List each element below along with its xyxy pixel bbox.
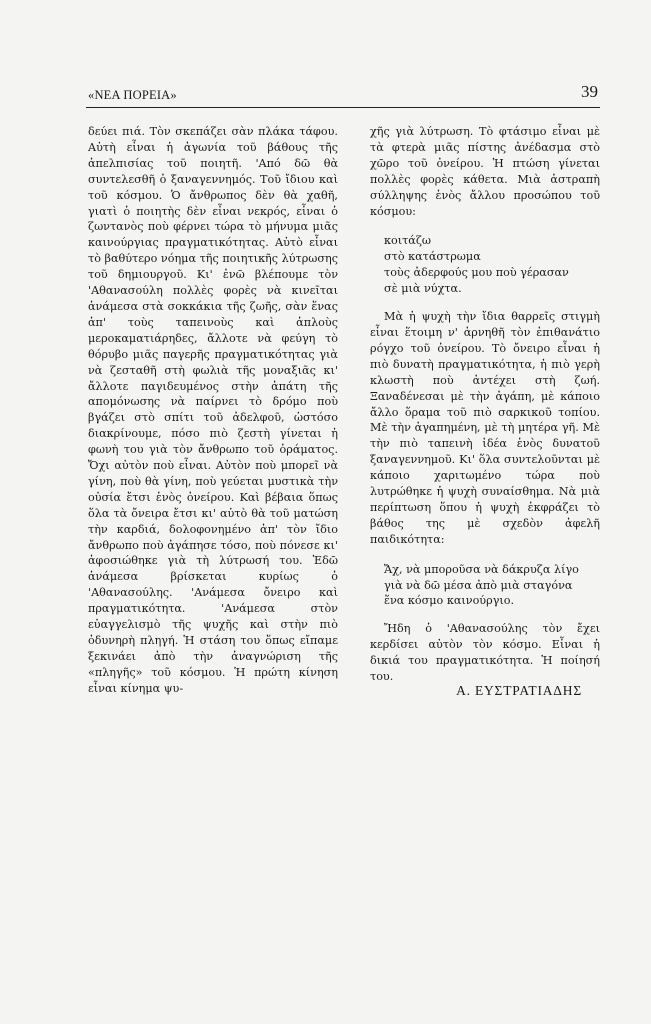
poem-line: γιὰ νὰ δῶ μέσα ἀπὸ μιὰ σταγόνα xyxy=(384,578,573,592)
running-header xyxy=(88,82,598,104)
poem-line: κοιτάζω xyxy=(384,234,432,248)
body-paragraph: δεύει πιά. Τὸν σκεπάζει σὰν πλάκα τάφου. Αὐτὴ εἶναι ἡ ἀγωνία τοῦ βάθους τῆς ἀπελπισίας τοῦ ποιητῆ. 'Από δῶ θὰ συντελεσθῆ ὁ ξαναγεννημός. Τοῦ ἴδιου καὶ τοῦ κόσμου. Ὁ ἄνθρωπος δὲν θὰ χαθῆ, γιατὶ ὁ ποιητὴς δὲν εἶναι νεκρός, εἶναι ὁ ζωντανὸς ποὺ φέρνει τώρα τὸ μήνυμα μιᾶς καινούργιας πραγματικότητας. Αὐτὸ εἶναι τὸ βαθύτερο νόημα τῆς ποιητικῆς λύτρωσης τοῦ δημιουργοῦ. Κι' ἐνῶ βλέπουμε τὸν 'Αθανασούλη πολλὲς φορὲς νὰ κινεῖται ἀνάμεσα στὰ σοκκάκια τῆς ζωῆς, σὰν ἕνας ἀπ' τοὺς ταπεινοὺς καὶ ἁπλοὺς μεροκαματιάρηδες, ἄλλοτε νὰ φεύγη τὸ θόρυβο μιᾶς παγερῆς πραγματικότητας γιὰ νὰ ζεσταθῆ στὴ φωλιὰ τῆς μοναξιᾶς κι' ἄλλοτε παγιδευμένος στὴν ἀπάτη τῆς απομόνωσης νὰ παίρνει τὸ δρόμο ποὺ βγάζει στὸ σπίτι τοῦ ἀδελφοῦ, ὡστόσο διακρίνουμε, πόσο πιὸ ζεστὴ γίνεται ἡ φωνὴ του γιὰ τὸν ἄνθρωπο τοῦ ὁράματος. Ὄχι αὐτὸν ποὺ εἶναι. Αὐτὸν ποὺ μπορεῖ νὰ γίνη, ποὺ θὰ γίνη, ποὺ γεύεται μυστικὰ τὴν οὐσία ἔτσι ἑνὸς ὀνείρου. Καὶ βέβαια ὅπως ὅλα τὰ ὄνειρα ἔτσι κι' αὐτὸ θὰ τοῦ ματώση τὴν καρδιά, δολοφονημένο ἀπ' τὸν ἴδιο ἄνθρωπο ποὺ ἀγάπησε τόσο, ποὺ πόνεσε κι' ἀφοσιώθηκε γιὰ τὴ λύτρωσή του. Ἐδῶ ἀνάμεσα βρίσκεται κυρίως ὁ 'Αθανασούλης. 'Ανάμεσα ὄνειρο καὶ πραγματικότητα. 'Ανάμεσα στὸν εὐαγγελισμὸ τῆς ψυχῆς καὶ στὴν πιὸ ὀδυνηρὴ πληγή. Ἡ στάση του ὅπως εἴπαμε ξεκινάει ἀπὸ τὴν ἀναγνώριση τῆς «πληγῆς» τοῦ κόσμου. Ἡ πρώτη κίνηση εἶναι κίνημα ψυ- xyxy=(88,125,338,695)
header-rule xyxy=(86,107,600,108)
author-signature: Α. ΕΥΣΤΡΑΤΙΑΔΗΣ xyxy=(456,683,582,698)
journal-title: «ΝΕΑ ΠΟΡΕΙΑ» xyxy=(88,88,177,102)
poem-line: ἕνα κόσμο καινούργιο. xyxy=(384,594,515,608)
poem-line: σὲ μιὰ νύχτα. xyxy=(384,282,462,296)
poem-quote xyxy=(384,562,600,610)
right-column xyxy=(370,124,600,685)
poem-line: Ἄχ, νὰ μποροῦσα νὰ δάκρυζα λίγο xyxy=(384,562,579,576)
body-paragraph: Μὰ ἡ ψυχὴ τὴν ἴδια θαρρεῖς στιγμὴ εἶναι ἕτοιμη ν' ἀρνηθῆ τὸν ἐπιθανάτιο ρόγχο τοῦ ὀνείρου. Τὸ ὄνειρο εἶναι ἡ πιὸ δυνατὴ πραγματικότητα, ἡ πιὸ γερὴ κλωστὴ ποὺ ἀντέχει στὴ ζωή. Ξαναδένεσαι μὲ τὴν ἀγάπη, μὲ κάποιο ἄλλο ὅραμα τοῦ πιὸ σαρκικοῦ τοπίου. Μὲ τὴν ἀγαπημένη, μὲ τὴ μητέρα γῆ. Μὲ τὴν πιὸ ταπεινὴ ἰδέα ἑνὸς δυνατοῦ ξαναγεννημοῦ. Κι' ὅλα συντελοῦνται μὲ κάποιο χαριτωμένο τώρα ποὺ λυτρώθηκε ἡ ψυχὴ συναίσθημα. Νὰ μιὰ περίπτωση ὅπου ἡ ψυχὴ ἐκφράζει τὸ βάθος της μὲ σχεδὸν ἀφελῆ παιδικότητα: xyxy=(370,310,600,546)
poem-quote xyxy=(384,233,600,297)
poem-line: στὸ κατάστρωμα xyxy=(384,250,481,264)
left-column xyxy=(88,124,338,697)
body-paragraph: Ἤδη ὁ 'Αθανασούλης τὸν ἔχει κερδίσει αὐτὸν τὸν κόσμο. Εἶναι ἡ δικιά του πραγματικότητα. Ἡ ποίησή του. xyxy=(370,622,600,684)
body-paragraph: χῆς γιὰ λύτρωση. Τὸ φτάσιμο εἶναι μὲ τὰ φτερὰ μιᾶς πίστης ἀνέδασμα στὸ χῶρο τοῦ ὀνείρου. Ἡ πτώση γίνεται πολλὲς φορὲς κάθετα. Μιὰ ἀστραπὴ σύλληψης ἑνὸς ἄλλου προσώπου τοῦ κόσμου: xyxy=(370,125,600,218)
page-number: 39 xyxy=(581,82,598,101)
poem-line: τοὺς ἀδερφούς μου ποὺ γέρασαν xyxy=(384,266,569,280)
